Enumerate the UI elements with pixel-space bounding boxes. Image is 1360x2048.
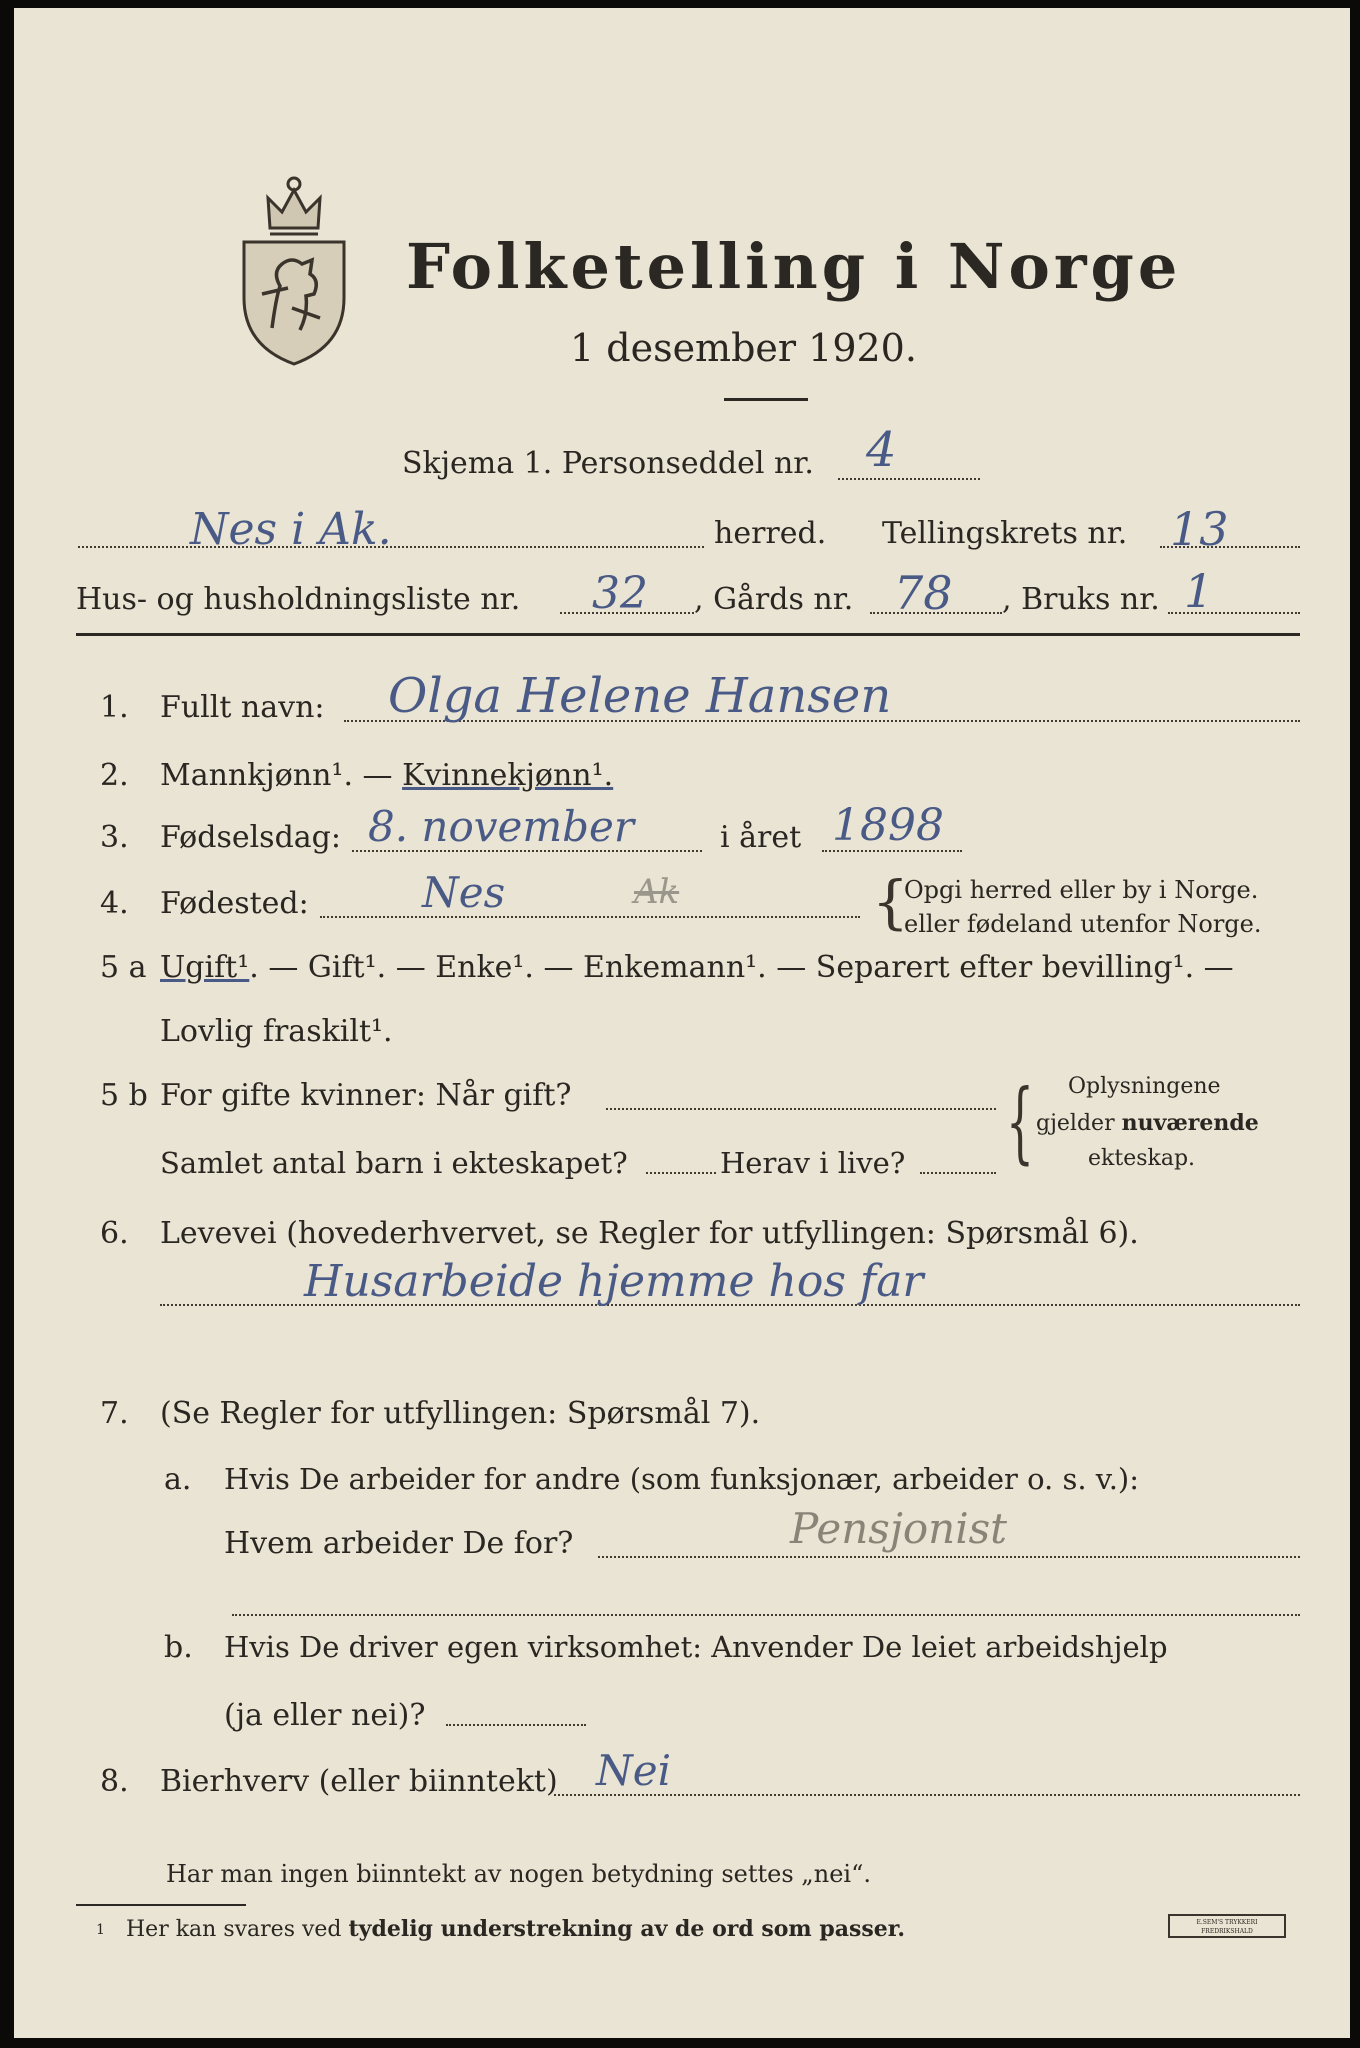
q3-number: 3. — [100, 820, 129, 855]
q2-kvinnekjonn: Kvinnekjønn¹. — [402, 758, 614, 793]
q5a-options — [160, 950, 1234, 985]
footnote-rule — [76, 1904, 246, 1906]
q4-value: Nes — [422, 868, 506, 917]
form-title: Folketelling i Norge — [406, 230, 1182, 303]
q1-label: Fullt navn: — [160, 690, 325, 725]
q7a-line-2 — [232, 1614, 1300, 1616]
q5b-note-3: ekteskap. — [1088, 1146, 1196, 1171]
q3-year-label: i året — [720, 820, 802, 855]
printer-stamp — [1168, 1914, 1286, 1938]
q5b-note-2: gjelder nuværende — [1036, 1110, 1259, 1136]
q5b-line-3 — [920, 1172, 996, 1174]
q5a-number: 5 a — [100, 950, 147, 985]
herred-label: herred. — [714, 516, 827, 551]
q5b-label-1: For gifte kvinner: Når gift? — [160, 1078, 572, 1113]
q2-label — [160, 758, 613, 793]
title-divider — [724, 398, 808, 401]
hus-label: Hus- og husholdningsliste nr. — [76, 582, 521, 617]
q6-label: Levevei (hovederhvervet, se Regler for utfyllingen: Spørsmål 6). — [160, 1216, 1139, 1251]
q7b-letter: b. — [164, 1630, 193, 1665]
q5b-line-1 — [606, 1108, 996, 1110]
q5b-label-2: Samlet antal barn i ekteskapet? — [160, 1146, 628, 1180]
q3-value: 8. november — [368, 802, 634, 851]
hus-value: 32 — [592, 568, 648, 619]
coat-of-arms-emblem — [232, 168, 356, 368]
q7a-label: Hvis De arbeider for andre (som funksjonær, arbeider o. s. v.): — [224, 1462, 1140, 1496]
q5a-line2: Lovlig fraskilt¹. — [160, 1014, 393, 1049]
q8-label: Bierhverv (eller biinntekt) — [160, 1764, 558, 1799]
q4-brace: { — [872, 868, 909, 936]
q4-number: 4. — [100, 886, 129, 921]
schema-line — [838, 478, 980, 480]
footer-note: Har man ingen biinntekt av nogen betydning settes „nei“. — [166, 1860, 871, 1888]
q5b-number: 5 b — [100, 1078, 148, 1113]
census-form — [14, 8, 1350, 2038]
q7b-question: (ja eller nei)? — [224, 1698, 426, 1733]
q5b-note-1: Oplysningene — [1068, 1074, 1221, 1099]
q8-value: Nei — [596, 1746, 672, 1795]
printer-stamp-text: E.SEM'S TRYKKERI FREDRIKSHALD — [1196, 1919, 1258, 1935]
q5b-brace: { — [1006, 1070, 1034, 1173]
q4-note-1: Opgi herred eller by i Norge. — [904, 876, 1259, 904]
q7a-letter: a. — [164, 1462, 192, 1497]
q8-number: 8. — [100, 1764, 129, 1799]
q7-number: 7. — [100, 1396, 129, 1431]
q1-number: 1. — [100, 690, 129, 725]
q4-note-2: eller fødeland utenfor Norge. — [904, 910, 1262, 938]
tellingskrets-label: Tellingskrets nr. — [882, 516, 1128, 551]
gards-value: 78 — [894, 566, 953, 620]
q6-number: 6. — [100, 1216, 129, 1251]
q4-label: Fødested: — [160, 886, 309, 921]
schema-label: Skjema 1. Personseddel nr. — [402, 446, 814, 481]
tellingskrets-value: 13 — [1170, 502, 1229, 556]
q5b-note-emphasis: nuværende — [1121, 1110, 1259, 1136]
schema-nr-value: 4 — [866, 422, 897, 478]
q3-year-value: 1898 — [832, 800, 944, 851]
q6-value: Husarbeide hjemme hos far — [304, 1256, 924, 1307]
form-date: 1 desember 1920. — [570, 326, 917, 370]
footnote-text-plain: Her kan svares ved — [126, 1917, 349, 1942]
q5a-ugift: Ugift¹ — [160, 950, 250, 985]
header-rule — [76, 633, 1300, 636]
q7a-line — [598, 1556, 1300, 1558]
q7a-question: Hvem arbeider De for? — [224, 1526, 574, 1561]
bruks-label: , Bruks nr. — [1002, 582, 1160, 617]
q5b-label-3: Herav i live? — [720, 1146, 906, 1180]
q7a-value: Pensjonist — [790, 1504, 1008, 1553]
q7-label: (Se Regler for utfyllingen: Spørsmål 7). — [160, 1396, 761, 1431]
q5b-line-2 — [646, 1172, 716, 1174]
q2-number: 2. — [100, 758, 129, 793]
footnote-text-bold: tydelig understrekning av de ord som passer. — [348, 1916, 906, 1942]
footnote-mark: 1 — [96, 1922, 105, 1938]
bruks-value: 1 — [1184, 564, 1214, 618]
q5a-other-options: . — Gift¹. — Enke¹. — Enkemann¹. — Separert efter bevilling¹. — — [249, 950, 1234, 985]
herred-value: Nes i Ak. — [190, 504, 392, 555]
gards-label: , Gårds nr. — [694, 582, 854, 617]
q2-mannkjonn: Mannkjønn¹. — — [160, 758, 403, 793]
footnote-text — [126, 1916, 905, 1942]
q3-label: Fødselsdag: — [160, 820, 341, 855]
q1-value: Olga Helene Hansen — [388, 668, 892, 724]
q4-line — [320, 916, 860, 918]
q7b-label: Hvis De driver egen virksomhet: Anvender De leiet arbeidshjelp — [224, 1630, 1168, 1664]
q4-value-crossed: Ak — [634, 872, 680, 912]
q7b-line — [446, 1724, 586, 1726]
